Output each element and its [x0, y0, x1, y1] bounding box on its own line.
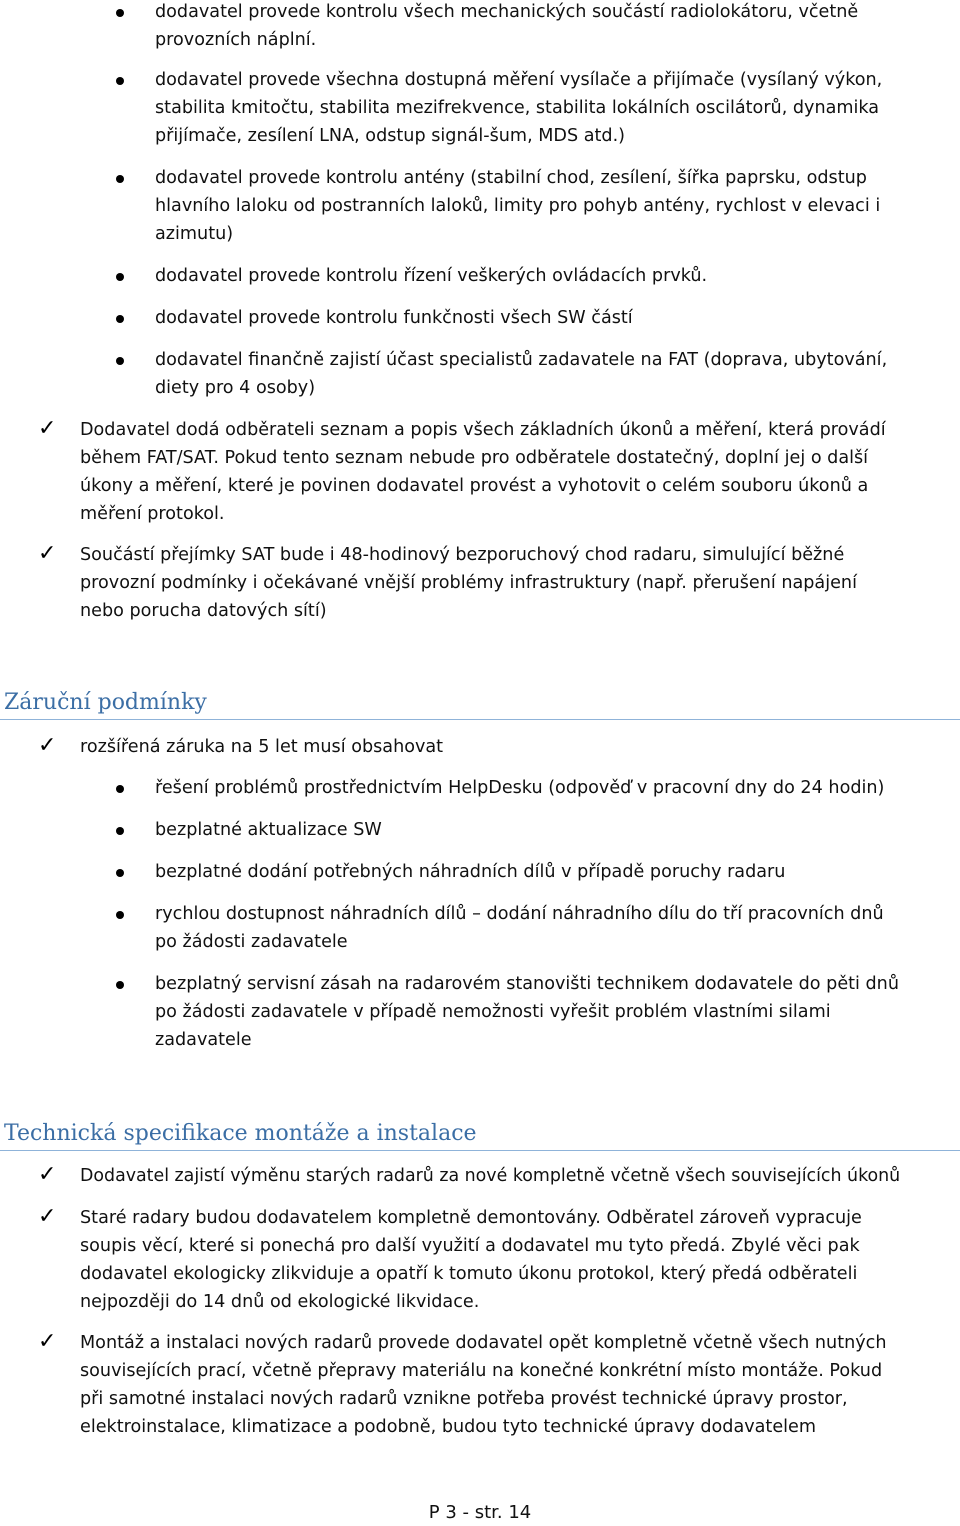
list-item-line: azimutu): [155, 224, 234, 244]
list-item-line: dodavatel provede kontrolu antény (stabilní chod, zesílení, šířka paprsku, odstup: [155, 168, 867, 188]
bullet-icon: [116, 827, 124, 835]
checkmark-icon: ✓: [38, 416, 57, 441]
bullet-icon: [116, 911, 124, 919]
checkmark-icon: ✓: [38, 733, 57, 758]
list-item-line: hlavního laloku od postranních laloků, limity pro pohyb antény, rychlost v elevaci i: [155, 196, 881, 216]
check-item-line: elektroinstalace, klimatizace a podobně, budou tyto technické úpravy dodavatelem: [80, 1417, 817, 1437]
list-item-line: stabilita kmitočtu, stabilita mezifrekvence, stabilita lokálních oscilátorů, dynamika: [155, 98, 880, 118]
bullet-icon: [116, 273, 124, 281]
bullet-icon: [116, 357, 124, 365]
check-item-line: měření protokol.: [80, 504, 225, 524]
bullet-icon: [116, 981, 124, 989]
section-heading: Technická specifikace montáže a instalace: [4, 1121, 477, 1146]
checkmark-icon: ✓: [38, 1162, 57, 1187]
check-item-line: souvisejících prací, včetně přepravy materiálu na konečné konkrétní místo montáže. Pokud: [80, 1361, 883, 1381]
list-item-line: řešení problémů prostřednictvím HelpDesku (odpověď v pracovní dny do 24 hodin): [155, 778, 885, 798]
list-item-line: dodavatel provede všechna dostupná měření vysílače a přijímače (vysílaný výkon,: [155, 70, 883, 90]
check-item-line: během FAT/SAT. Pokud tento seznam nebude pro odběratele dostatečný, doplní jej o další: [80, 448, 869, 468]
check-item-line: úkony a měření, které je povinen dodavatel provést a vyhotovit o celém souboru úkonů a: [80, 476, 869, 496]
heading-divider: [0, 1150, 960, 1151]
checkmark-icon: ✓: [38, 541, 57, 566]
heading-divider: [0, 719, 960, 720]
check-item-line: provozní podmínky i očekávané vnější problémy infrastruktury (např. přerušení napájení: [80, 573, 857, 593]
list-item-line: dodavatel provede kontrolu všech mechanických součástí radiolokátoru, včetně: [155, 2, 859, 22]
list-item-line: bezplatné dodání potřebných náhradních dílů v případě poruchy radaru: [155, 862, 786, 882]
check-item-line: Staré radary budou dodavatelem kompletně demontovány. Odběratel zároveň vypracuje: [80, 1208, 862, 1228]
list-item-line: po žádosti zadavatele v případě nemožnosti vyřešit problém vlastními silami: [155, 1002, 831, 1022]
list-item-line: bezplatný servisní zásah na radarovém stanovišti technikem dodavatele do pěti dnů: [155, 974, 899, 994]
list-item-line: rychlou dostupnost náhradních dílů – dodání náhradního dílu do tří pracovních dnů: [155, 904, 884, 924]
checkmark-icon: ✓: [38, 1204, 57, 1229]
list-item-line: po žádosti zadavatele: [155, 932, 348, 952]
list-item-line: provozních náplní.: [155, 30, 317, 50]
list-item-line: dodavatel provede kontrolu funkčnosti všech SW částí: [155, 308, 633, 328]
check-item-line: Montáž a instalaci nových radarů provede dodavatel opět kompletně včetně všech nutných: [80, 1333, 887, 1353]
check-item-line: nejpozději do 14 dnů od ekologické likvidace.: [80, 1292, 480, 1312]
page-number: P 3 - str. 14: [428, 1502, 532, 1523]
check-item-line: rozšířená záruka na 5 let musí obsahovat: [80, 737, 444, 757]
checkmark-icon: ✓: [38, 1329, 57, 1354]
check-item-line: při samotné instalaci nových radarů vznikne potřeba provést technické úpravy prostor,: [80, 1389, 848, 1409]
list-item-line: diety pro 4 osoby): [155, 378, 316, 398]
list-item-line: dodavatel finančně zajistí účast specialistů zadavatele na FAT (doprava, ubytování,: [155, 350, 888, 370]
bullet-icon: [116, 785, 124, 793]
bullet-icon: [116, 175, 124, 183]
list-item-line: dodavatel provede kontrolu řízení veškerých ovládacích prvků.: [155, 266, 708, 286]
check-item-line: soupis věcí, které si ponechá pro další využití a dodavatel mu tyto předá. Zbylé věci pak: [80, 1236, 860, 1256]
bullet-icon: [116, 869, 124, 877]
bullet-icon: [116, 77, 124, 85]
list-item-line: zadavatele: [155, 1030, 252, 1050]
check-item-line: dodavatel ekologicky zlikviduje a opatří k tomuto úkonu protokol, který předá odběrateli: [80, 1264, 858, 1284]
bullet-icon: [116, 315, 124, 323]
check-item-line: nebo porucha datových sítí): [80, 601, 327, 621]
list-item-line: přijímače, zesílení LNA, odstup signál-šum, MDS atd.): [155, 126, 626, 146]
bullet-icon: [116, 9, 124, 17]
check-item-line: Dodavatel dodá odběrateli seznam a popis všech základních úkonů a měření, která provádí: [80, 420, 886, 440]
list-item-line: bezplatné aktualizace SW: [155, 820, 382, 840]
section-heading: Záruční podmínky: [4, 690, 207, 715]
check-item-line: Dodavatel zajistí výměnu starých radarů za nové kompletně včetně všech souvisejících úkonů: [80, 1166, 901, 1186]
check-item-line: Součástí přejímky SAT bude i 48-hodinový bezporuchový chod radaru, simulující běžné: [80, 545, 845, 565]
